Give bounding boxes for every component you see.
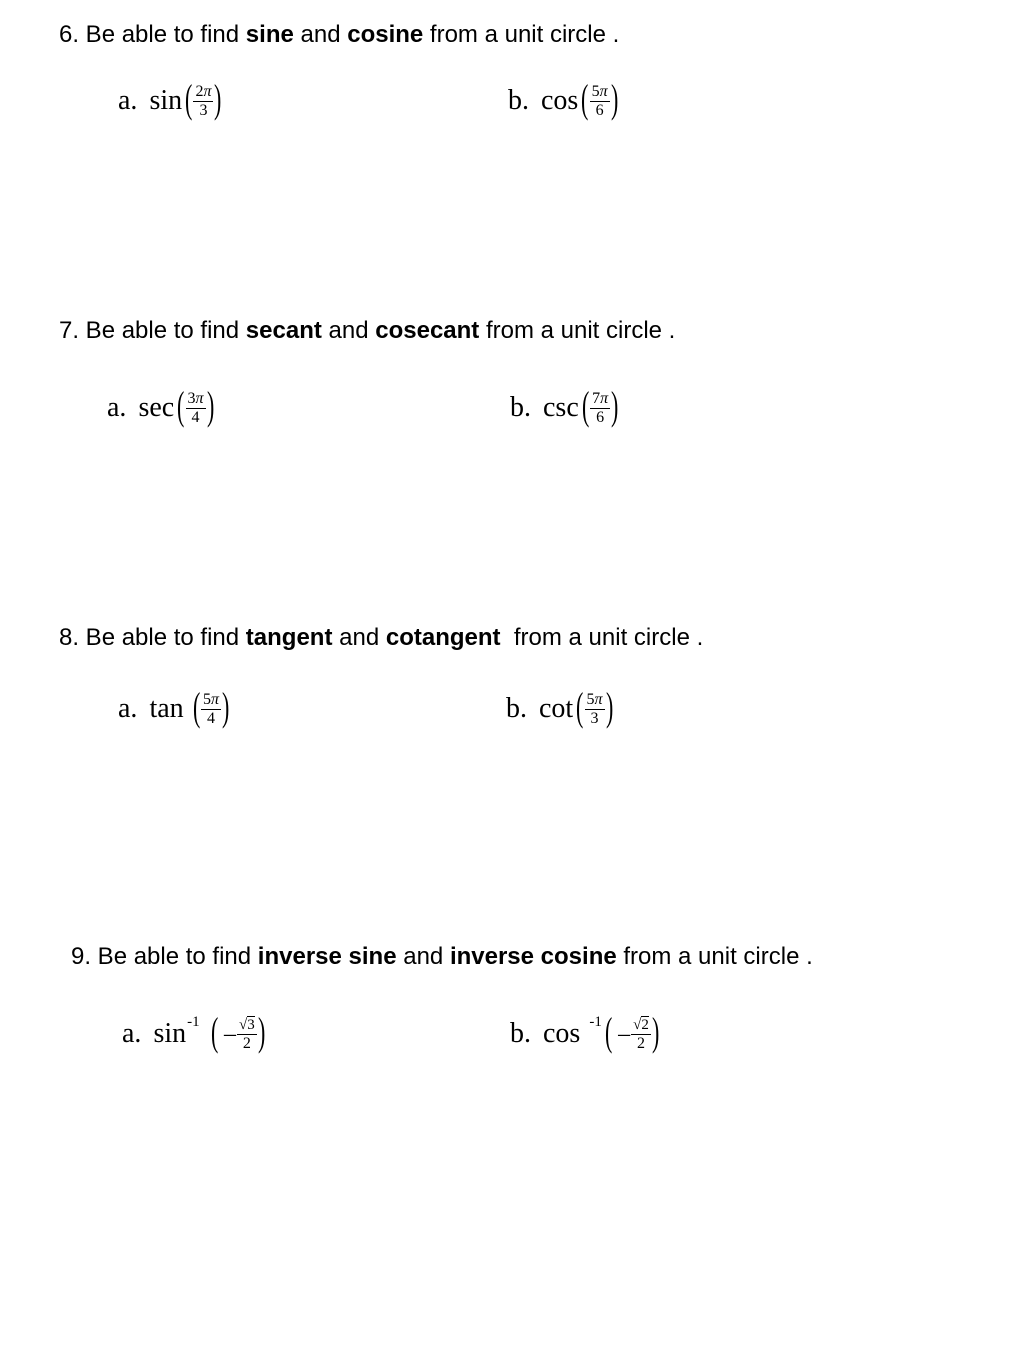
- minus-sign: –: [618, 1020, 631, 1047]
- function-name: cot: [539, 693, 574, 724]
- fraction: [193, 84, 213, 119]
- problem-7b: [510, 384, 621, 432]
- radicand: 3: [247, 1016, 255, 1033]
- title-text: Be able to find: [79, 21, 246, 48]
- close-paren: ): [605, 684, 613, 729]
- num-coef: 3: [187, 389, 196, 407]
- keyword: inverse cosine: [449, 943, 617, 970]
- pi-symbol: π: [210, 690, 219, 708]
- numerator: [237, 1017, 257, 1035]
- problem-label: b.: [506, 693, 527, 724]
- num-coef: 7: [592, 389, 601, 407]
- function-name: csc: [543, 392, 579, 423]
- fraction: [585, 692, 605, 727]
- num-coef: 5: [202, 690, 211, 708]
- keyword: inverse sine: [257, 943, 397, 970]
- keyword: cotangent: [385, 624, 501, 651]
- numerator: [631, 1017, 651, 1035]
- fraction: [590, 391, 610, 426]
- close-paren: ): [610, 76, 619, 121]
- pi-symbol: π: [195, 389, 204, 407]
- question-9-title: [71, 943, 813, 971]
- open-paren: (: [185, 76, 193, 121]
- keyword: tangent: [245, 624, 333, 651]
- function-name: tan: [149, 693, 184, 724]
- open-paren: (: [576, 684, 584, 729]
- question-8-title: [59, 624, 703, 652]
- question-6-title: [59, 21, 619, 49]
- sqrt: [633, 1016, 649, 1033]
- problem-label: b.: [510, 392, 531, 423]
- title-text: Be able to find: [79, 317, 246, 344]
- num-coef: 2: [195, 82, 204, 100]
- close-paren: ): [611, 383, 619, 428]
- denominator: 3: [590, 709, 599, 727]
- open-paren: (: [192, 684, 200, 729]
- title-text: Be able to find: [79, 624, 246, 651]
- pi-symbol: π: [594, 690, 603, 708]
- close-paren: ): [206, 383, 214, 428]
- close-paren: ): [221, 684, 230, 729]
- radicand: 2: [641, 1016, 649, 1033]
- sqrt: [239, 1016, 255, 1033]
- question-number: 8.: [59, 624, 80, 651]
- denominator: 6: [596, 408, 605, 426]
- denominator: 3: [199, 101, 208, 119]
- numerator: [201, 692, 221, 710]
- pi-symbol: π: [600, 389, 609, 407]
- num-coef: 5: [586, 690, 595, 708]
- pi-symbol: π: [203, 82, 212, 100]
- problem-label: a.: [107, 392, 127, 423]
- open-paren: (: [581, 383, 590, 428]
- question-number: 6.: [59, 21, 80, 48]
- fraction: [631, 1017, 651, 1052]
- problem-label: b.: [508, 85, 529, 116]
- inverse-exponent: -1: [589, 1013, 602, 1030]
- close-paren: ): [214, 76, 222, 121]
- numerator: [193, 84, 213, 102]
- problem-label: b.: [510, 1018, 531, 1049]
- fraction: [590, 84, 610, 119]
- root-symbol: √: [633, 1016, 642, 1033]
- title-text: from a unit circle .: [423, 21, 620, 48]
- keyword: cosine: [347, 21, 424, 48]
- numerator: [585, 692, 605, 710]
- keyword: secant: [245, 317, 322, 344]
- function-name: sin: [153, 1018, 187, 1049]
- question-7-title: [59, 317, 675, 345]
- problem-9a: [122, 1010, 268, 1058]
- num-coef: 5: [591, 82, 600, 100]
- problem-8b: [506, 685, 616, 733]
- numerator: [590, 84, 610, 102]
- title-text: and: [396, 943, 450, 970]
- problem-7a: [107, 384, 217, 432]
- function-name: cos: [541, 85, 579, 116]
- keyword: cosecant: [375, 317, 480, 344]
- denominator: 4: [206, 709, 215, 727]
- open-paren: (: [604, 1009, 613, 1054]
- open-paren: (: [210, 1009, 218, 1054]
- numerator: [186, 391, 206, 409]
- problem-label: a.: [118, 85, 138, 116]
- problem-label: a.: [118, 693, 138, 724]
- fraction: [186, 391, 206, 426]
- title-text: and: [332, 624, 386, 651]
- inverse-exponent: -1: [187, 1013, 200, 1030]
- problem-6a: [118, 77, 225, 125]
- problem-9b: [510, 1010, 662, 1058]
- denominator: 4: [191, 408, 200, 426]
- minus-sign: –: [223, 1020, 236, 1047]
- fraction: [201, 692, 221, 727]
- denominator: 2: [242, 1034, 251, 1052]
- pi-symbol: π: [599, 82, 608, 100]
- fraction: [237, 1017, 257, 1052]
- title-text: Be able to find: [91, 943, 258, 970]
- title-text: from a unit circle .: [616, 943, 813, 970]
- problem-6b: [508, 77, 621, 125]
- numerator: [590, 391, 610, 409]
- title-text: and: [321, 317, 376, 344]
- denominator: 2: [637, 1034, 646, 1052]
- title-text: from a unit circle .: [479, 317, 676, 344]
- denominator: 6: [595, 101, 604, 119]
- open-paren: (: [581, 76, 589, 121]
- keyword: sine: [245, 21, 294, 48]
- function-name: cos: [543, 1018, 581, 1049]
- root-symbol: √: [238, 1016, 248, 1033]
- title-text: from a unit circle .: [500, 624, 704, 651]
- question-number: 9.: [71, 943, 92, 970]
- close-paren: ): [651, 1009, 660, 1054]
- close-paren: ): [257, 1009, 266, 1054]
- problem-label: a.: [122, 1018, 142, 1049]
- problem-8a: [118, 685, 232, 733]
- open-paren: (: [177, 383, 185, 428]
- function-name: sec: [138, 392, 175, 423]
- title-text: and: [293, 21, 348, 48]
- question-number: 7.: [59, 317, 80, 344]
- function-name: sin: [149, 85, 183, 116]
